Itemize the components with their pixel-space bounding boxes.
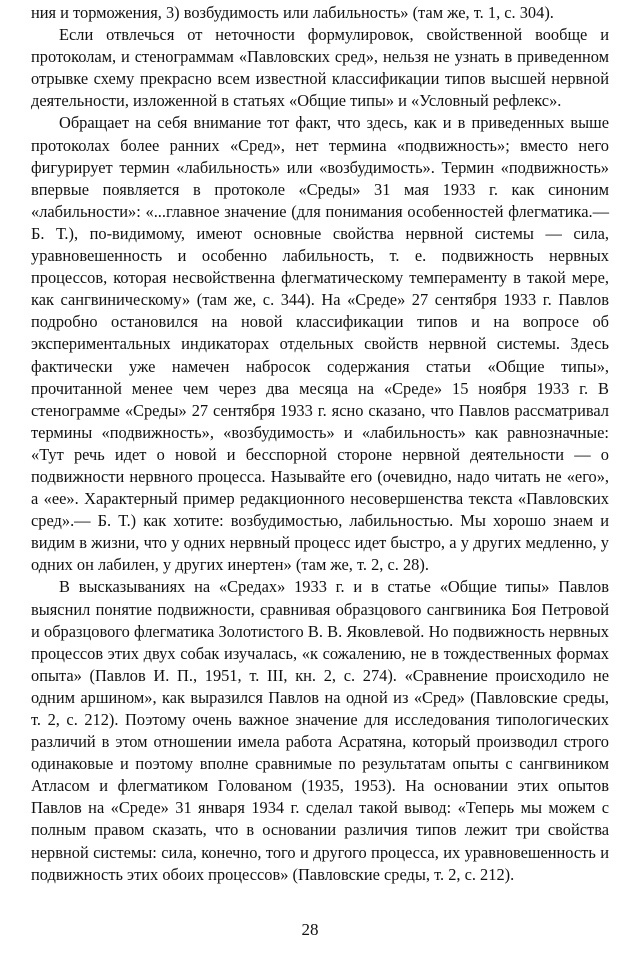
paragraph: Обращает на себя внимание тот факт, что здесь, как и в приведенных выше протоколах более ранних «Сред», нет термина «подвижность»; вместо него фигурирует термин «лабильность» или «возбудимость». Термин «подвижность» впервые появляется в протоколе «Среды» 31 мая 1933 г. как синоним «лабильности»: «...главное значение (для понимания особенностей флегматика.— Б. Т.), по-видимому, имеют основные свойства нервной системы — сила, уравновешенность и особенно лабильность, т. е. подвижность нервных процессов, которая несвойственна флегматическому темпераменту в такой мере, как сангвиническому» (там же, с. 344). На «Среде» 27 сентября 1933 г. Павлов подробно остановился на новой классификации типов и на вопросе об экспериментальных индикаторах отдельных свойств нервной системы. Здесь фактически уже намечен набросок содержания статьи «Общие типы», прочитанной менее чем через два месяца на «Среде» 15 ноября 1933 г. В стенограмме «Среды» 27 сентября 1933 г. ясно сказано, что Павлов рассматривал термины «подвижность», «возбудимость» и «лабильность» как равнозначные: «Тут речь идет о новой и бесспорной стороне нервной деятельности — о подвижности нервного процесса. Называйте его (очевидно, надо читать не «его», а «ее». Характерный пример редакционного несовершенства текста «Павловских сред».— Б. Т.) как хотите: возбудимостью, лабильностью. Мы хорошо знаем и видим в жизни, что у одних нервный процесс идет быстро, а у других медленно, у одних он лабилен, у других инертен» (там же, т. 2, с. 28). (31, 113, 609, 575)
paragraph: В высказываниях на «Средах» 1933 г. и в статье «Общие типы» Павлов выяснил понятие подвижности, сравнивая образцового сангвиника Боя Петровой и образцового флегматика Золотистого В. В. Яковлевой. Но подвижность нервных процессов этих двух собак изучалась, «к сожалению, не в тождественных формах опыта» (Павлов И. П., 1951, т. III, кн. 2, с. 274). «Сравнение происходило не одним аршином», как выразился Павлов на одной из «Сред» (Павловские среды, т. 2, с. 212). Поэтому очень важное значение для исследования типологических различий в этом отношении имела работа Асратяна, который производил строго одинаковые и поэтому вполне сравнимые по результатам опыты с сангвиником Атласом и флегматиком Голованом (1935, 1953). На основании этих опытов Павлов на «Среде» 31 января 1934 г. сделал такой вывод: «Теперь мы можем с полным правом сказать, что в основании различия типов лежит три свойства нервной системы: сила, конечно, того и другого процесса, их уравновешенность и подвижность этих обоих процессов» (Павловские среды, т. 2, с. 212). (31, 577, 609, 884)
paragraph-continued: ния и торможения, 3) возбудимость или лабильность» (там же, т. 1, с. 304). (31, 3, 554, 22)
paragraph: Если отвлечься от неточности формулировок, свойственной вообще и протоколам, и стенограммам «Павловских сред», нельзя не узнать в приведенном отрывке схему прекрасно всем известной классификации типов высшей нервной деятельности, изложенной в статьях «Общие типы» и «Условный рефлекс». (31, 25, 609, 111)
page-number: 28 (301, 920, 319, 939)
body-text (31, 2, 609, 886)
